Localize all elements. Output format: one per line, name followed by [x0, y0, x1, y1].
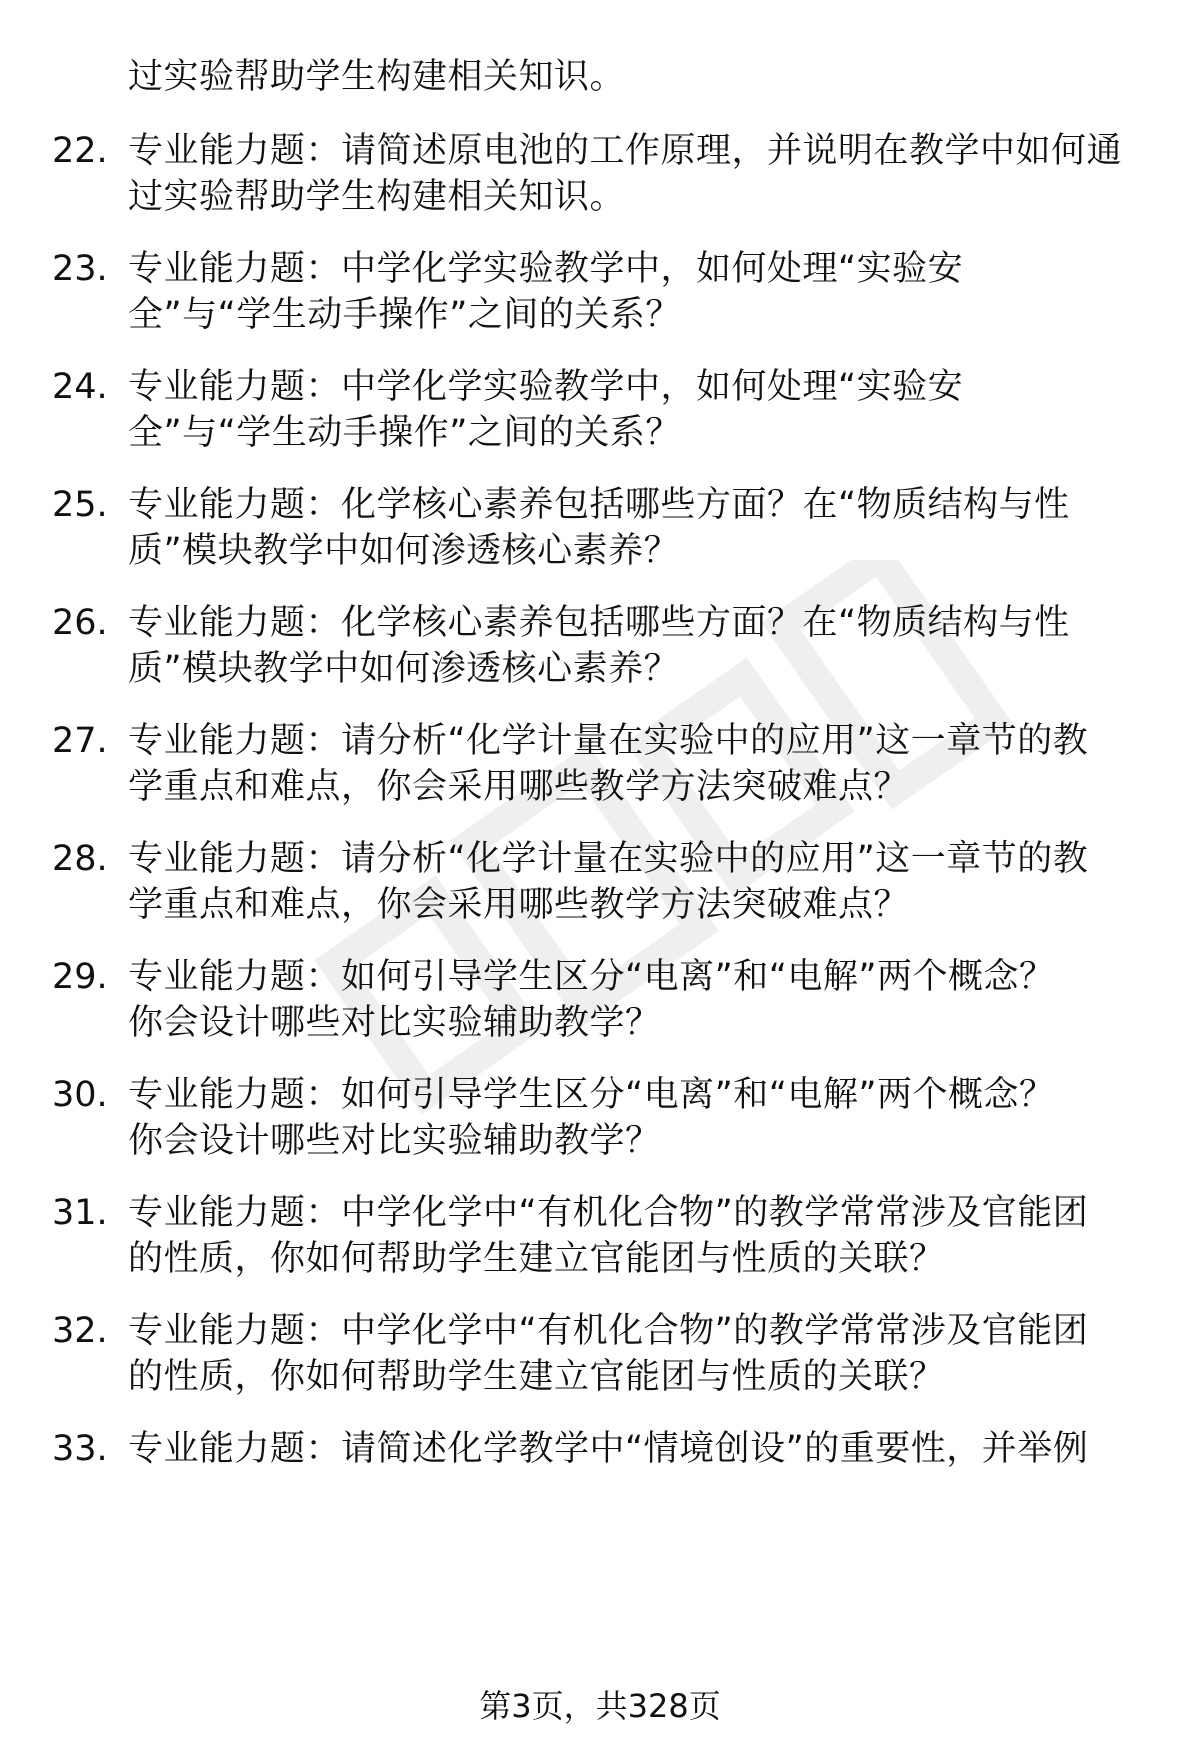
- question-number: 27.: [52, 721, 108, 761]
- question-text-line: 专业能力题：化学核心素养包括哪些方面？在“物质结构与性: [128, 485, 1070, 525]
- question-text-line: 专业能力题：中学化学中“有机化合物”的教学常常涉及官能团: [128, 1311, 1089, 1351]
- question-text-line: 质”模块教学中如何渗透核心素养？: [128, 649, 680, 689]
- question-number: 24.: [52, 367, 108, 407]
- question-text-line: 专业能力题：请分析“化学计量在实验中的应用”这一章节的教: [128, 839, 1089, 879]
- question-text-line: 学重点和难点，你会采用哪些教学方法突破难点？: [128, 885, 910, 925]
- continuation-text: 过实验帮助学生构建相关知识。: [128, 57, 626, 97]
- question-text-line: 的性质，你如何帮助学生建立官能团与性质的关联？: [128, 1357, 945, 1397]
- question-text-line: 专业能力题：如何引导学生区分“电离”和“电解”两个概念？: [128, 957, 1055, 997]
- question-text-line: 你会设计哪些对比实验辅助教学？: [128, 1003, 661, 1043]
- question-text-line: 专业能力题：中学化学实验教学中，如何处理“实验安: [128, 249, 964, 289]
- question-number: 31.: [52, 1193, 108, 1233]
- question-text-line: 专业能力题：中学化学中“有机化合物”的教学常常涉及官能团: [128, 1193, 1089, 1233]
- question-number: 26.: [52, 603, 108, 643]
- page-number-footer: 第3页，共328页: [479, 1687, 721, 1725]
- question-text-line: 学重点和难点，你会采用哪些教学方法突破难点？: [128, 767, 910, 807]
- question-text-line: 的性质，你如何帮助学生建立官能团与性质的关联？: [128, 1239, 945, 1279]
- question-number: 28.: [52, 839, 108, 879]
- question-number: 32.: [52, 1311, 108, 1351]
- question-text-line: 你会设计哪些对比实验辅助教学？: [128, 1121, 661, 1161]
- question-text-line: 专业能力题：请简述化学教学中“情境创设”的重要性，并举例: [128, 1429, 1089, 1469]
- question-number: 25.: [52, 485, 108, 525]
- question-text-line: 专业能力题：如何引导学生区分“电离”和“电解”两个概念？: [128, 1075, 1055, 1115]
- question-number: 29.: [52, 957, 108, 997]
- question-number: 23.: [52, 249, 108, 289]
- question-text-line: 质”模块教学中如何渗透核心素养？: [128, 531, 680, 571]
- question-number: 33.: [52, 1429, 108, 1469]
- question-text-line: 专业能力题：请简述原电池的工作原理，并说明在教学中如何通: [128, 131, 1123, 171]
- question-text-line: 专业能力题：中学化学实验教学中，如何处理“实验安: [128, 367, 964, 407]
- question-number: 22.: [52, 131, 108, 171]
- question-text-line: 全”与“学生动手操作”之间的关系？: [128, 413, 681, 453]
- question-text-line: 全”与“学生动手操作”之间的关系？: [128, 295, 681, 335]
- question-text-line: 过实验帮助学生构建相关知识。: [128, 177, 626, 217]
- question-text-line: 专业能力题：化学核心素养包括哪些方面？在“物质结构与性: [128, 603, 1070, 643]
- question-text-line: 专业能力题：请分析“化学计量在实验中的应用”这一章节的教: [128, 721, 1089, 761]
- question-number: 30.: [52, 1075, 108, 1115]
